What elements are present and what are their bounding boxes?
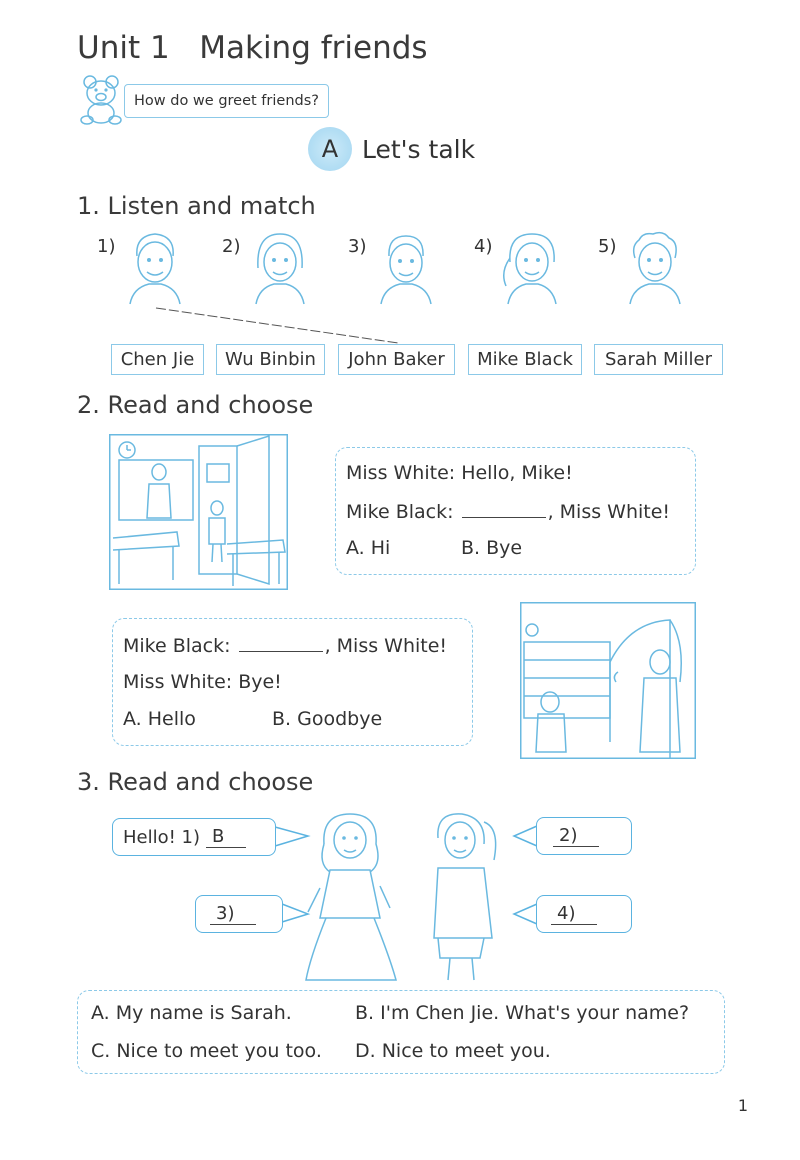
- number-label: 2): [222, 236, 241, 257]
- number-label: 1): [97, 236, 116, 257]
- exercise3-title: 3. Read and choose: [77, 768, 314, 796]
- page-number: 1: [737, 1096, 748, 1115]
- exercise1-title: 1. Listen and match: [77, 192, 316, 220]
- name-label: John Baker: [348, 349, 445, 370]
- option-c[interactable]: C. Nice to meet you too.: [91, 1040, 322, 1062]
- line-suffix: , Miss White!: [324, 635, 448, 657]
- name-label: Mike Black: [477, 349, 573, 370]
- bubble3-answer[interactable]: 3): [210, 904, 256, 925]
- bubble1-answer[interactable]: B: [206, 827, 246, 848]
- option-a[interactable]: A. My name is Sarah.: [91, 1002, 292, 1024]
- name-label: Chen Jie: [120, 349, 195, 370]
- exercise2-title: 2. Read and choose: [77, 391, 314, 419]
- speech-bubble-4: [536, 895, 632, 933]
- option-b[interactable]: B. I'm Chen Jie. What's your name?: [355, 1002, 690, 1024]
- number-label: 4): [474, 236, 493, 257]
- number-label: 3): [348, 236, 367, 257]
- number-label: 5): [598, 236, 617, 257]
- question-text: How do we greet friends?: [134, 93, 319, 109]
- bubble2-answer[interactable]: 2): [553, 826, 599, 847]
- option-d[interactable]: D. Nice to meet you.: [355, 1040, 551, 1062]
- line-suffix: , Miss White!: [547, 501, 671, 523]
- name-label: Wu Binbin: [225, 349, 316, 370]
- speaker-label: Mike Black:: [123, 635, 237, 657]
- speech-bubble-2: [536, 817, 632, 855]
- speech-bubble-3: [195, 895, 283, 933]
- two-girls-illustration: [300, 808, 510, 984]
- speech-bubble-1: [112, 818, 276, 856]
- name-label: Sarah Miller: [604, 349, 713, 370]
- dialog1-option-b[interactable]: B. Bye: [461, 537, 523, 559]
- unit-title: Unit 1 Making friends: [77, 30, 428, 66]
- bubble1-text: Hello! 1): [123, 826, 201, 848]
- section-title: Let's talk: [362, 134, 476, 164]
- dialog1-option-a[interactable]: A. Hi: [346, 537, 391, 559]
- dialog2-option-b[interactable]: B. Goodbye: [272, 708, 383, 730]
- dialog1-line1: Miss White: Hello, Mike!: [346, 462, 573, 484]
- speaker-label: Mike Black:: [346, 501, 460, 523]
- dialog2-option-a[interactable]: A. Hello: [123, 708, 196, 730]
- bubble4-answer[interactable]: 4): [551, 904, 597, 925]
- dialog2-line2: Miss White: Bye!: [123, 671, 282, 693]
- section-badge: A: [308, 127, 352, 171]
